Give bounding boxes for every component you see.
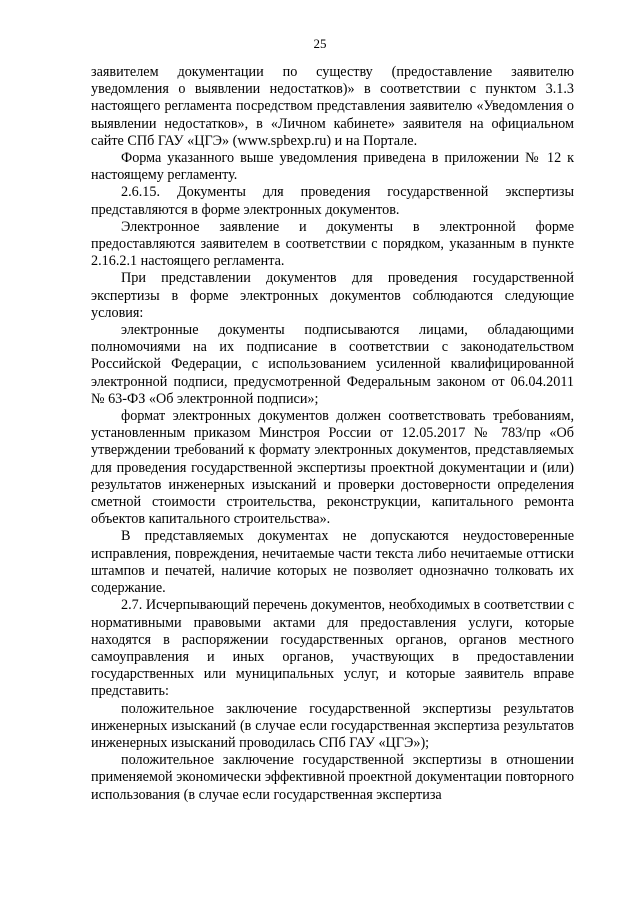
- paragraph: Электронное заявление и документы в электронной форме предоставляются заявителем в соответствии с порядком, указанным в пункте 2.16.2.1 настоящего регламента.: [91, 218, 574, 270]
- paragraph: электронные документы подписываются лицами, обладающими полномочиями на их подписание в соответствии с законодательством Российской Федерации, с использованием усиленной квалифицированной электронной подписи, предусмотренной Федеральным законом от 06.04.2011 № 63-ФЗ «Об электронной подписи»;: [91, 322, 574, 407]
- paragraph: положительное заключение государственной экспертизы в отношении применяемой экономически эффективной проектной документации повторного использования (в случае если государственная экспертиза: [91, 752, 574, 803]
- document-body: [91, 64, 574, 804]
- paragraph: положительное заключение государственной экспертизы результатов инженерных изысканий (в случае если государственная экспертиза результатов инженерных изысканий проводилась СПб ГАУ «ЦГЭ»);: [91, 700, 574, 751]
- paragraph: формат электронных документов должен соответствовать требованиям, установленным приказом Минстроя России от 12.05.2017 № 783/пр «Об утверждении требований к формату электронных документов, представляемых для проведения государственной экспертизы проектной документации и (или) результатов инженерных изысканий и проверки достоверности определения сметной стоимости строительства, реконструкции, капитального ремонта объектов капитального строительства».: [91, 408, 574, 528]
- paragraph: При представлении документов для проведения государственной экспертизы в форме электронных документов соблюдаются следующие условия:: [91, 270, 574, 321]
- paragraph: Форма указанного выше уведомления приведена в приложении № 12 к настоящему регламенту.: [91, 150, 574, 184]
- paragraph: заявителем документации по существу (предоставление заявителю уведомления о выявлении недостатков)» в соответствии с пунктом 3.1.3 настоящего регламента посредством представления заявителю «Уведомления о выявлении недостатков», в «Личном кабинете» заявителя на официальном сайте СПб ГАУ «ЦГЭ» (www.spbexp.ru) и на Портале.: [91, 64, 574, 149]
- paragraph: 2.7. Исчерпывающий перечень документов, необходимых в соответствии с нормативными правовыми актами для предоставления услуги, которые находятся в распоряжении государственных органов, органов местного самоуправления и иных органов, участвующих в предоставлении государственных или муниципальных услуг, и которые заявитель вправе представить:: [91, 597, 574, 700]
- page-number: 25: [313, 36, 327, 51]
- paragraph: В представляемых документах не допускаются неудостоверенные исправления, повреждения, нечитаемые части текста либо нечитаемые оттиски штампов и печатей, наличие которых не позволяет однозначно толковать их содержание.: [91, 528, 574, 597]
- paragraph: 2.6.15. Документы для проведения государственной экспертизы представляются в форме электронных документов.: [91, 184, 574, 218]
